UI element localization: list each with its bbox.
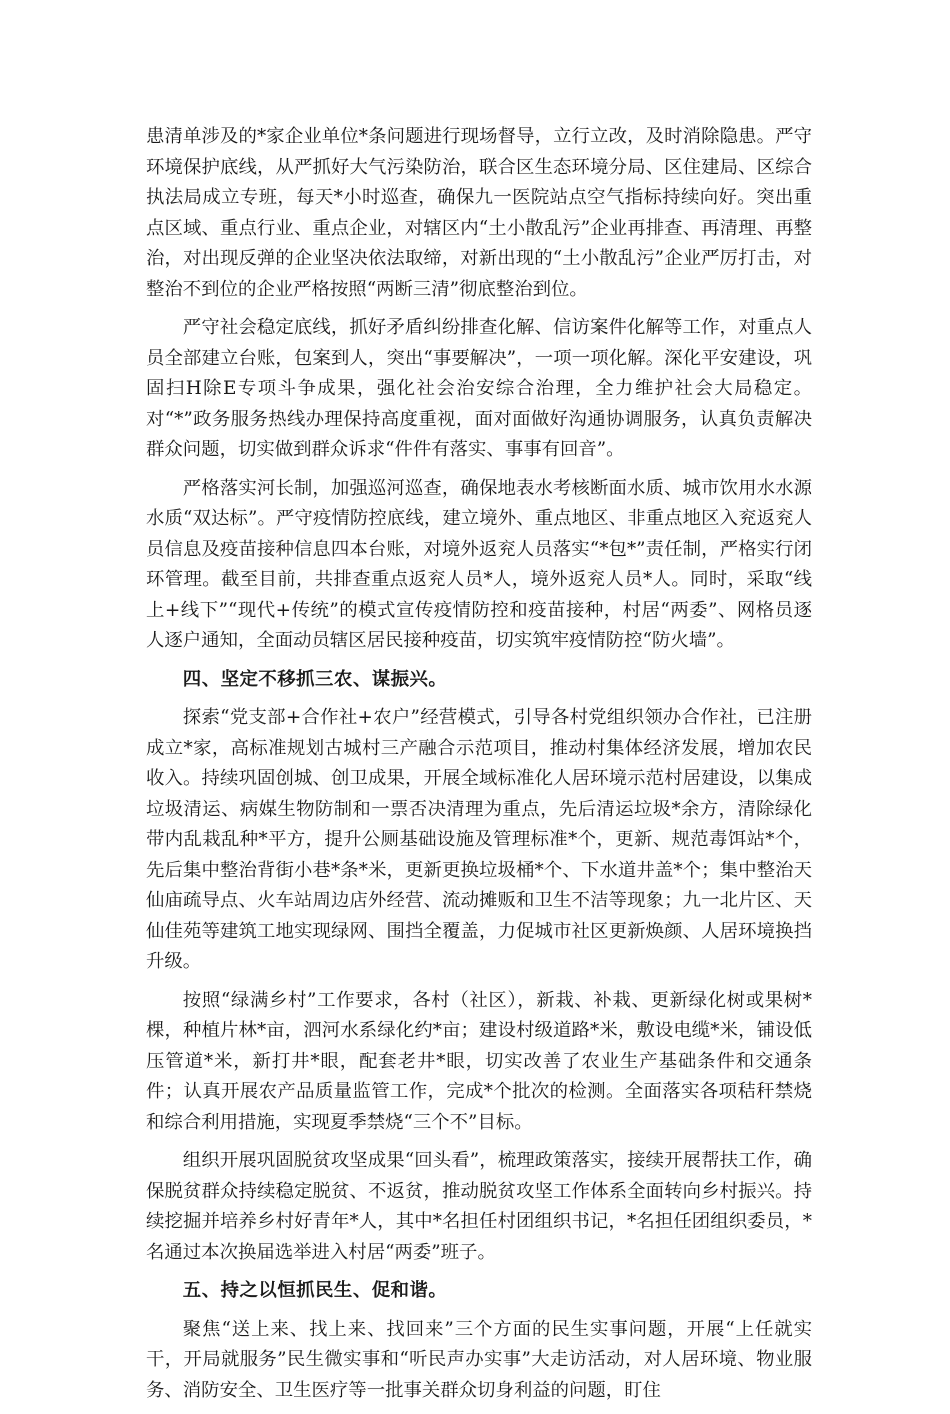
paragraph-social-stability: 严守社会稳定底线，抓好矛盾纠纷排查化解、信访案件化解等工作，对重点人员全部建立台账，包案到人，突出“事要解决”，一项一项化解。深化平安建设，巩固扫H除E专项斗争成果，强化社会治安综合治理，全力维护社会大局稳定。对“*”政务服务热线办理保持高度重视，面对面做好沟通协调服务，认真负责解决群众问题，切实做到群众诉求“件件有落实、事事有回音”。 — [146, 317, 813, 460]
document-body — [146, 122, 812, 1414]
paragraph-continued: 患清单涉及的*家企业单位*条问题进行现场督导，立行立改，及时消除隐患。严守环境保护底线，从严抓好大气污染防治，联合区生态环境分局、区住建局、区综合执法局成立专班，每天*小时巡查，确保九一医院站点空气指标持续向好。突出重点区域、重点行业、重点企业，对辖区内“土小散乱污”企业再排查、再清理、再整治，对出现反弹的企业坚决依法取缔，对新出现的“土小散乱污”企业严厉打击，对整治不到位的企业严格按照“两断三清”彻底整治到位。 — [146, 126, 812, 300]
section-heading-four: 四、坚定不移抓三农、谋振兴。 — [182, 668, 448, 690]
paragraph-green-village: 按照“绿满乡村”工作要求，各村（社区），新栽、补栽、更新绿化树或果树*棵，种植片林*亩，泗河水系绿化约*亩；建设村级道路*米，敷设电缆*米，铺设低压管道*米，新打井*眼，配套老井*眼，切实改善了农业生产基础条件和交通条件；认真开展农产品质量监管工作，完成*个批次的检测。全面落实各项秸秆禁烧和综合利用措施，实现夏季禁烧“三个不”目标。 — [146, 989, 812, 1133]
paragraph-cooperative: 探索“党支部+合作社+农户”经营模式，引导各村党组织领办合作社，已注册成立*家，高标准规划古城村三产融合示范项目，推动村集体经济发展，增加农民收入。持续巩固创城、创卫成果，开展全域标准化人居环境示范村居建设，以集成垃圾清运、病媒生物防制和一票否决清理为重点，先后清运垃圾*余方，清除绿化带内乱栽乱种*平方，提升公厕基础设施及管理标准*个，更新、规范毒饵站*个，先后集中整治背街小巷*条*米，更新更换垃圾桶*个、下水道井盖*个；集中整治天仙庙疏导点、火车站周边店外经营、流动摊贩和卫生不洁等现象；九一北片区、天仙佳苑等建筑工地实现绿网、围挡全覆盖，力促城市社区更新焕颜、人居环境换挡升级。 — [146, 707, 812, 972]
paragraph-livelihood: 聚焦“送上来、找上来、找回来”三个方面的民生实事问题，开展“上任就实干，开局就服务”民生微实事和“听民声办实事”大走访活动，对人居环境、物业服务、消防安全、卫生医疗等一批事关群众切身利益的问题，盯住 — [146, 1318, 812, 1401]
paragraph-poverty: 组织开展巩固脱贫攻坚成果“回头看”，梳理政策落实，接续开展帮扶工作，确保脱贫群众持续稳定脱贫、不返贫，推动脱贫攻坚工作体系全面转向乡村振兴。持续挖掘并培养乡村好青年*人，其中*名担任村团组织书记，*名担任团组织委员，*名通过本次换届选举进入村居“两委”班子。 — [146, 1150, 812, 1263]
section-heading-five: 五、持之以恒抓民生、促和谐。 — [182, 1280, 448, 1301]
paragraph-river-epidemic: 严格落实河长制，加强巡河巡查，确保地表水考核断面水质、城市饮用水水源水质“双达标”。严守疫情防控底线，建立境外、重点地区、非重点地区入兖返兖人员信息及疫苗接种信息四本台账，对境外返兖人员落实“*包*”责任制，严格实行闭环管理。截至目前，共排查重点返兖人员*人，境外返兖人员*人。同时，采取“线上+线下”“现代+传统”的模式宣传疫情防控和疫苗接种，村居“两委”、网格员逐人逐户通知，全面动员辖区居民接种疫苗，切实筑牢疫情防控“防火墙”。 — [146, 477, 812, 651]
